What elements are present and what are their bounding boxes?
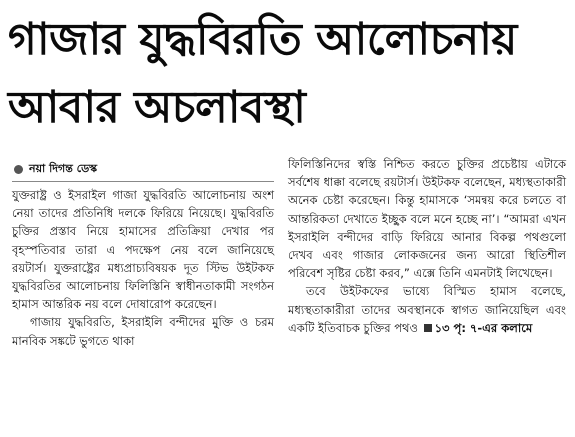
headline-line-2: আবার অচলাবস্থা xyxy=(8,82,306,133)
byline-text: নয়া দিগন্ত ডেস্ক xyxy=(29,161,98,175)
headline xyxy=(8,6,568,142)
right-paragraph-1: ফিলিস্তিনিদের স্বস্তি নিশ্চিত করতে চুক্তির প্রচেষ্টায় এটাকে সর্বশেষ ধাক্কা বলেছে রয়টার্স। উইটকফ বলেছেন, মধ্যস্থতাকারী অনেক চেষ্টা করেছেন। কিন্তু হামাসকে ‘সমন্বয় করে চলতে বা আন্তরিকতা দেখাতে ইচ্ছুক বলে মনে হচ্ছে না’। “আমরা এখন ইসরাইলি বন্দীদের বাড়ি ফিরিয়ে আনার বিকল্প পথগুলো দেখব এবং গাজার লোকজনের জন্য আরো স্থিতিশীল পরিবেশ সৃষ্টির চেষ্টা করব,” এক্সে তিনি এমনটাই লিখেছেন। xyxy=(288,157,566,281)
square-bullet-icon xyxy=(424,324,432,332)
continuation-text: ১৩ পৃ: ৭-এর কলামে xyxy=(434,320,533,335)
left-paragraph-2: গাজায় যুদ্ধবিরতি, ইসরাইলি বন্দীদের মুক্তি ও চরম মানবিক সঙ্কটে ভুগতে থাকা xyxy=(12,315,274,348)
bullet-icon xyxy=(14,165,23,174)
article-column-right xyxy=(288,155,566,337)
article-column-left xyxy=(12,186,274,350)
byline xyxy=(14,160,97,178)
right-paragraph-2 xyxy=(288,282,566,337)
left-paragraph-1: যুক্তরাষ্ট্র ও ইসরাইল গাজা যুদ্ধবিরতি আলোচনায় অংশ নেয়া তাদের প্রতিনিধি দলকে ফিরিয়ে নিয়েছে। যুদ্ধবিরতি চুক্তির প্রস্তাব নিয়ে হামাসের প্রতিক্রিয়া দেখার পর বৃহস্পতিবার তারা এ পদক্ষেপ নেয় বলে জানিয়েছে রয়টার্স। যুক্তরাষ্ট্রের মধ্যপ্রাচ্যবিষয়ক দূত স্টিভ উইটকফ যুদ্ধবিরতির আলোচনায় ফিলিস্তিনি স্বাধীনতাকামী সংগঠন হামাস আন্তরিক নয় বলে দোষারোপ করেছেন। xyxy=(12,188,274,312)
byline-divider xyxy=(12,181,274,182)
headline-line-1: গাজার যুদ্ধবিরতি আলোচনায় xyxy=(8,14,517,65)
continuation-note xyxy=(422,321,533,335)
right-paragraph-2-text: তবে উইটকফের ভাষ্যে বিস্মিত হামাস বলেছে, মধ্যস্থতাকারীরা তাদের অবস্থানকে স্বাগত জানিয়েছিল এবং একটি ইতিবাচক চুক্তির পথও xyxy=(288,284,566,335)
